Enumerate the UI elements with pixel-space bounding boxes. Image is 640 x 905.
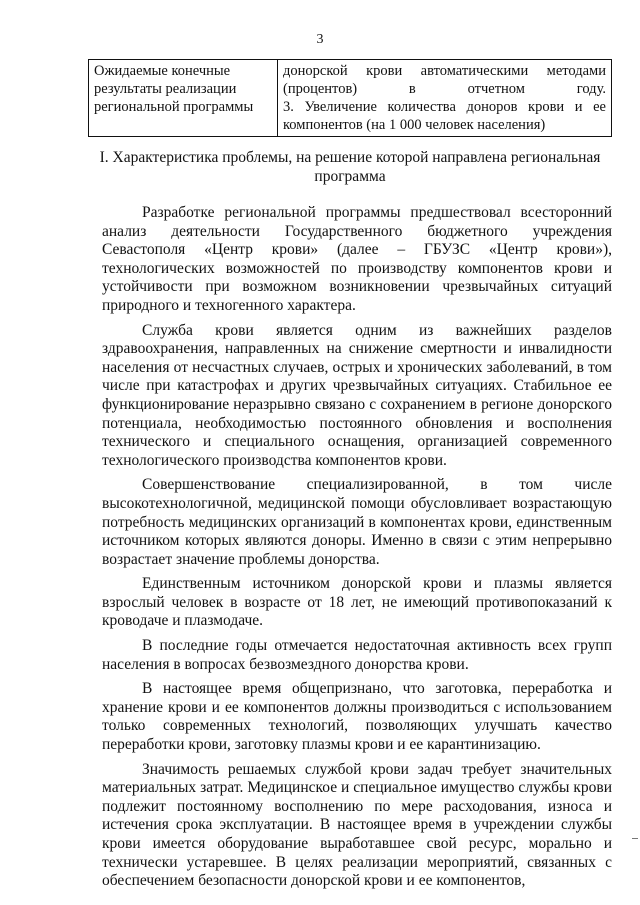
paragraph: Значимость решаемых службой крови задач требует значительных материальных затрат. Медицинское и специальное имущество службы крови подлежит постоянному восполнению по мере расходования, износа и истечения срока эксплуатации. В настоящее время в учреждении службы крови имеется оборудование выработавшее свой ресурс, морально и технически устаревшее. В целях реализации мероприятий, связанных с обеспечением безопасности донорской крови и ее компонентов, — [102, 760, 612, 890]
table-cell-label: Ожидаемые конечные результаты реализации региональной программы — [89, 60, 278, 137]
paragraph: Разработке региональной программы предшествовал всесторонний анализ деятельности Государственного бюджетного учреждения Севастополя «Центр крови» (далее – ГБУЗС «Центр крови»), технологических возможностей по производству компонентов крови и устойчивости при возможном возникновении чрезвычайных ситуаций природного и техногенного характера. — [102, 204, 612, 314]
table-cell-value — [278, 60, 612, 137]
table-row — [89, 60, 612, 137]
paragraph: Служба крови является одним из важнейших разделов здравоохранения, направленных на снижение смертности и инвалидности населения от несчастных случаев, острых и хронических заболеваний, в том числе при катастрофах и других чрезвычайных ситуациях. Стабильное ее функционирование неразрывно связано с сохранением в регионе донорского потенциала, необходимостью постоянного обновления и восполнения технического и специального оснащения, организацией современного технологического производства компонентов крови. — [102, 321, 612, 469]
body-text — [102, 204, 612, 897]
paragraph: В настоящее время общепризнано, что заготовка, переработка и хранение крови и ее компонентов должны производиться с использованием только современных технологий, позволяющих улучшать качество переработки крови, заготовку плазмы крови и ее карантинизацию. — [102, 680, 612, 754]
table-value-line-1: донорской крови автоматическими методами (процентов) в отчетном году. — [283, 63, 606, 97]
paragraph: В последние годы отмечается недостаточная активность всех групп населения в вопросах безвозмездного донорства крови. — [102, 637, 612, 673]
paragraph: Совершенствование специализированной, в том числе высокотехнологичной, медицинской помощи обусловливает возрастающую потребность медицинских организаций в компонентах крови, единственным источником которых являются доноры. Именно в связи с этим непрерывно возрастает значение проблемы донорства. — [102, 476, 612, 568]
summary-table — [88, 59, 612, 137]
scan-edge-mark — [632, 838, 638, 839]
table-value-line-2: 3. Увеличение количества доноров крови и ее компонентов (на 1 000 человек населения) — [283, 99, 606, 133]
page-number: 3 — [316, 32, 324, 47]
section-heading: I. Характеристика проблемы, на решение которой направлена региональная программа — [99, 149, 601, 185]
paragraph: Единственным источником донорской крови и плазмы является взрослый человек в возрасте от 18 лет, не имеющий противопоказаний к кроводаче и плазмодаче. — [102, 575, 612, 630]
